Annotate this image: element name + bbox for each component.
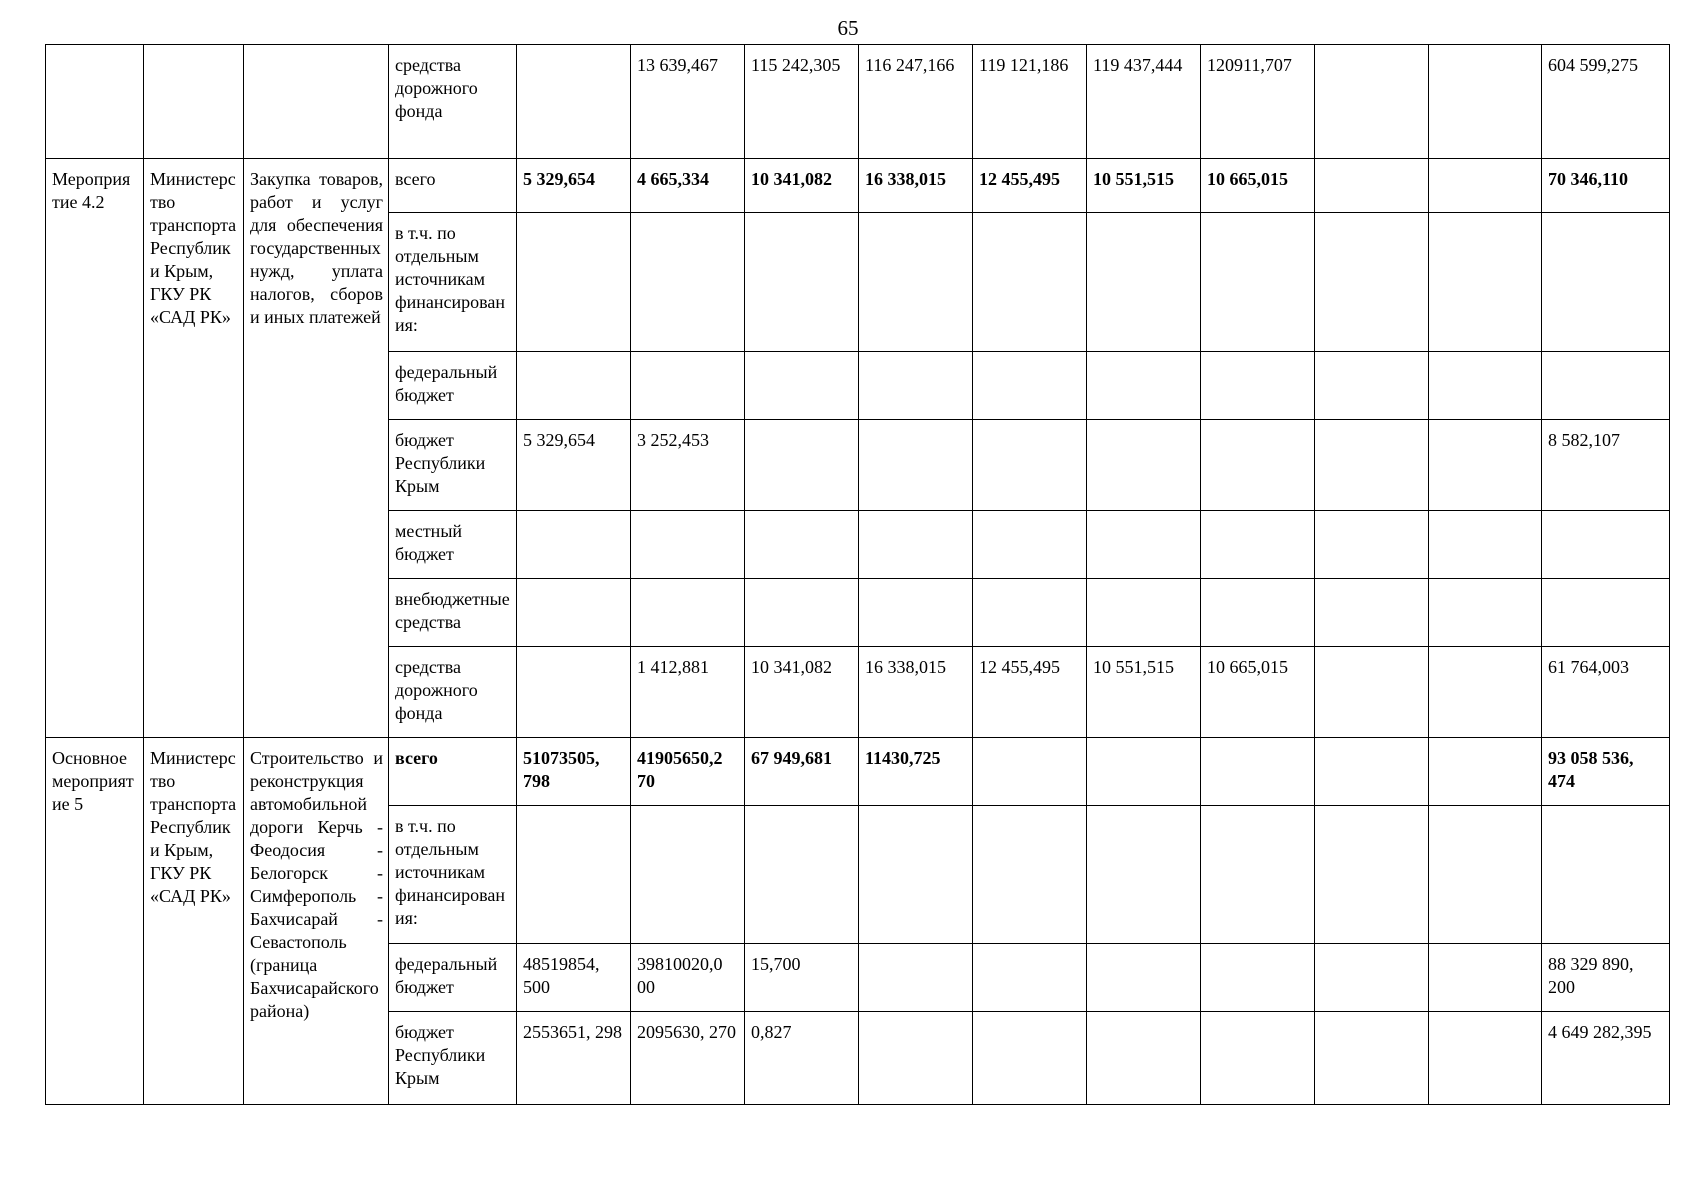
value-cell <box>1087 806 1201 944</box>
value-cell <box>517 45 631 159</box>
source-cell: в т.ч. по отдельным источникам финансирования: <box>389 213 517 352</box>
value-cell <box>1087 944 1201 1012</box>
value-cell <box>1201 420 1315 511</box>
value-cell: 5 329,654 <box>517 159 631 213</box>
empty-cell <box>144 45 244 159</box>
value-cell: 11430,725 <box>859 738 973 806</box>
value-cell <box>745 579 859 647</box>
value-cell <box>1542 352 1670 420</box>
financing-table <box>45 44 1670 1105</box>
value-cell: 16 338,015 <box>859 647 973 738</box>
source-cell: федеральный бюджет <box>389 352 517 420</box>
source-cell: внебюджетные средства <box>389 579 517 647</box>
value-cell <box>973 738 1087 806</box>
value-cell: 115 242,305 <box>745 45 859 159</box>
value-cell: 4 665,334 <box>631 159 745 213</box>
value-cell <box>1315 159 1429 213</box>
value-cell <box>1087 1012 1201 1105</box>
source-cell: средства дорожного фонда <box>389 45 517 159</box>
source-cell: средства дорожного фонда <box>389 647 517 738</box>
value-cell <box>1087 352 1201 420</box>
executor-cell: Министерство транспорта Республики Крым, ГКУ РК «САД РК» <box>144 738 244 1105</box>
value-cell: 119 121,186 <box>973 45 1087 159</box>
value-cell <box>1542 806 1670 944</box>
value-cell: 70 346,110 <box>1542 159 1670 213</box>
table-row <box>46 738 1670 806</box>
value-cell <box>745 213 859 352</box>
value-cell <box>859 213 973 352</box>
value-cell <box>1315 647 1429 738</box>
value-cell <box>973 1012 1087 1105</box>
value-cell <box>1429 420 1542 511</box>
value-cell: 2553651, 298 <box>517 1012 631 1105</box>
value-cell <box>1429 159 1542 213</box>
executor-cell: Министерство транспорта Республики Крым, ГКУ РК «САД РК» <box>144 159 244 738</box>
value-cell <box>1542 579 1670 647</box>
value-cell <box>1429 944 1542 1012</box>
value-cell <box>973 213 1087 352</box>
table-row <box>46 159 1670 213</box>
value-cell <box>1315 352 1429 420</box>
value-cell <box>1201 944 1315 1012</box>
value-cell: 8 582,107 <box>1542 420 1670 511</box>
table-body <box>46 45 1670 1105</box>
source-cell: всего <box>389 159 517 213</box>
value-cell: 119 437,444 <box>1087 45 1201 159</box>
value-cell: 10 551,515 <box>1087 647 1201 738</box>
value-cell: 12 455,495 <box>973 159 1087 213</box>
value-cell: 5 329,654 <box>517 420 631 511</box>
value-cell <box>631 352 745 420</box>
value-cell: 2095630, 270 <box>631 1012 745 1105</box>
source-cell: в т.ч. по отдельным источникам финансирования: <box>389 806 517 944</box>
value-cell <box>859 806 973 944</box>
value-cell <box>1542 511 1670 579</box>
value-cell: 88 329 890, 200 <box>1542 944 1670 1012</box>
value-cell <box>1201 806 1315 944</box>
value-cell <box>1315 738 1429 806</box>
value-cell <box>745 352 859 420</box>
source-cell: местный бюджет <box>389 511 517 579</box>
value-cell <box>859 1012 973 1105</box>
value-cell <box>1315 944 1429 1012</box>
value-cell <box>745 511 859 579</box>
value-cell <box>745 806 859 944</box>
value-cell <box>631 806 745 944</box>
value-cell <box>1315 45 1429 159</box>
source-cell: федеральный бюджет <box>389 944 517 1012</box>
measure-name-cell: Основное мероприятие 5 <box>46 738 144 1105</box>
value-cell <box>1201 1012 1315 1105</box>
value-cell <box>1201 213 1315 352</box>
measure-name-cell: Мероприятие 4.2 <box>46 159 144 738</box>
value-cell: 51073505, 798 <box>517 738 631 806</box>
value-cell: 48519854, 500 <box>517 944 631 1012</box>
value-cell <box>1315 511 1429 579</box>
value-cell <box>631 213 745 352</box>
value-cell <box>745 420 859 511</box>
value-cell <box>517 352 631 420</box>
value-cell <box>1429 511 1542 579</box>
value-cell <box>1429 738 1542 806</box>
value-cell <box>1315 579 1429 647</box>
value-cell <box>1429 45 1542 159</box>
value-cell <box>1429 1012 1542 1105</box>
value-cell <box>1315 806 1429 944</box>
value-cell: 116 247,166 <box>859 45 973 159</box>
value-cell <box>1087 420 1201 511</box>
value-cell: 10 551,515 <box>1087 159 1201 213</box>
table-row <box>46 45 1670 159</box>
value-cell <box>1201 352 1315 420</box>
value-cell: 4 649 282,395 <box>1542 1012 1670 1105</box>
source-cell: всего <box>389 738 517 806</box>
value-cell <box>517 579 631 647</box>
value-cell: 13 639,467 <box>631 45 745 159</box>
value-cell: 39810020,0 00 <box>631 944 745 1012</box>
value-cell <box>859 944 973 1012</box>
value-cell <box>1201 738 1315 806</box>
value-cell <box>973 352 1087 420</box>
description-cell: Строительство и реконструкция автомобильной дороги Керчь - Феодосия - Белогорск - Симферополь - Бахчисарай - Севастополь (граница Бахчисарайского района) <box>244 738 389 1105</box>
empty-cell <box>46 45 144 159</box>
value-cell: 61 764,003 <box>1542 647 1670 738</box>
value-cell: 3 252,453 <box>631 420 745 511</box>
value-cell: 120911,707 <box>1201 45 1315 159</box>
value-cell <box>1429 647 1542 738</box>
value-cell <box>517 647 631 738</box>
value-cell <box>973 420 1087 511</box>
value-cell: 1 412,881 <box>631 647 745 738</box>
value-cell: 15,700 <box>745 944 859 1012</box>
value-cell: 604 599,275 <box>1542 45 1670 159</box>
value-cell <box>1429 579 1542 647</box>
value-cell <box>973 579 1087 647</box>
value-cell <box>1087 738 1201 806</box>
source-cell: бюджет Республики Крым <box>389 1012 517 1105</box>
value-cell <box>1201 511 1315 579</box>
value-cell <box>859 352 973 420</box>
value-cell <box>1201 579 1315 647</box>
value-cell: 10 665,015 <box>1201 159 1315 213</box>
value-cell: 10 665,015 <box>1201 647 1315 738</box>
value-cell <box>1315 1012 1429 1105</box>
empty-cell <box>244 45 389 159</box>
value-cell <box>1087 511 1201 579</box>
value-cell: 93 058 536, 474 <box>1542 738 1670 806</box>
value-cell: 16 338,015 <box>859 159 973 213</box>
value-cell: 41905650,2 70 <box>631 738 745 806</box>
value-cell <box>1087 579 1201 647</box>
value-cell <box>1315 420 1429 511</box>
value-cell <box>973 511 1087 579</box>
value-cell <box>973 944 1087 1012</box>
value-cell <box>517 806 631 944</box>
value-cell <box>973 806 1087 944</box>
value-cell: 10 341,082 <box>745 647 859 738</box>
value-cell <box>1429 213 1542 352</box>
value-cell: 12 455,495 <box>973 647 1087 738</box>
value-cell <box>1429 806 1542 944</box>
page-number: 65 <box>837 16 859 40</box>
value-cell <box>859 579 973 647</box>
value-cell <box>631 511 745 579</box>
description-cell: Закупка товаров, работ и услуг для обеспечения государственных нужд, уплата налогов, сборов и иных платежей <box>244 159 389 738</box>
source-cell: бюджет Республики Крым <box>389 420 517 511</box>
value-cell <box>859 420 973 511</box>
value-cell <box>517 213 631 352</box>
value-cell <box>859 511 973 579</box>
value-cell <box>1315 213 1429 352</box>
value-cell: 67 949,681 <box>745 738 859 806</box>
value-cell <box>1087 213 1201 352</box>
value-cell <box>1429 352 1542 420</box>
value-cell: 10 341,082 <box>745 159 859 213</box>
value-cell <box>631 579 745 647</box>
value-cell <box>1542 213 1670 352</box>
value-cell: 0,827 <box>745 1012 859 1105</box>
value-cell <box>517 511 631 579</box>
